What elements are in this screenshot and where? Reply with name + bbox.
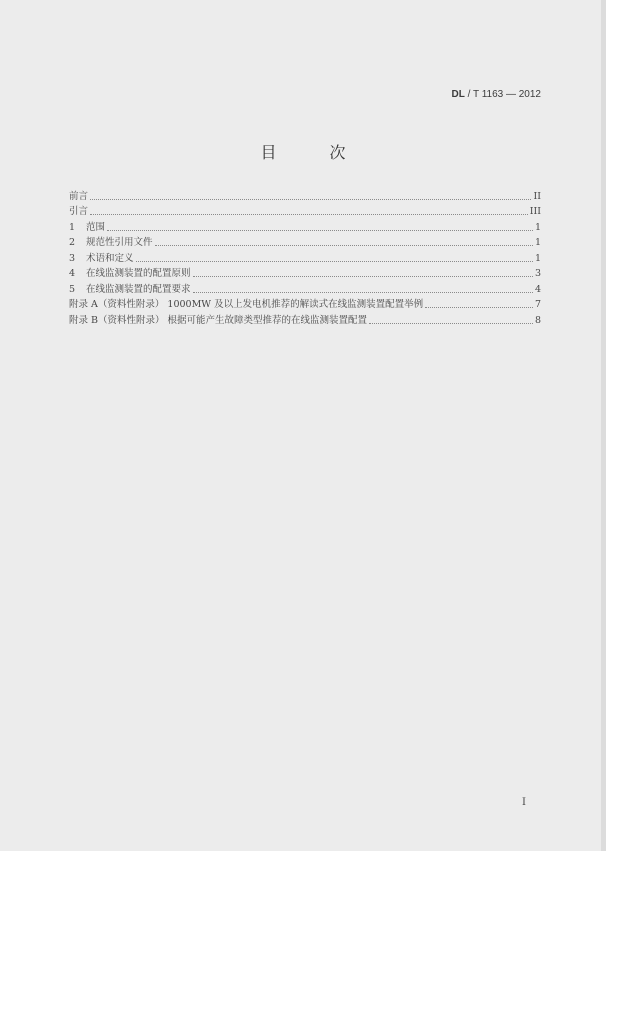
- toc-entry-normative-references[interactable]: [69, 234, 541, 250]
- toc-leader-dots: [425, 307, 533, 308]
- toc-leader-dots: [369, 323, 533, 324]
- toc-entry-terms-definitions[interactable]: [69, 249, 541, 265]
- toc-entry-page: 8: [534, 314, 541, 326]
- toc-entry-page: III: [529, 206, 541, 217]
- toc-entry-label: 范围: [86, 221, 106, 233]
- toc-entry-number: 4: [69, 268, 76, 279]
- page-edge: [601, 0, 606, 851]
- table-of-contents: [69, 187, 541, 327]
- toc-entry-appendix-b[interactable]: [69, 311, 541, 327]
- toc-entry-page: II: [533, 190, 541, 202]
- toc-entry-label: 附录 B（资料性附录） 根据可能产生故障类型推荐的在线监测装置配置: [69, 314, 368, 326]
- toc-entry-page: 3: [534, 268, 541, 279]
- toc-entry-label: 规范性引用文件: [86, 237, 153, 248]
- toc-entry-label: 术语和定义: [86, 252, 134, 264]
- toc-entry-configuration-requirements[interactable]: [69, 280, 541, 296]
- toc-leader-dots: [193, 292, 533, 293]
- toc-entry-page: 1: [534, 237, 541, 248]
- toc-entry-page: 1: [534, 221, 541, 233]
- toc-entry-scope[interactable]: [69, 218, 541, 234]
- toc-entry-foreword[interactable]: [69, 187, 541, 203]
- toc-leader-dots: [193, 276, 533, 277]
- toc-entry-number: 5: [69, 283, 76, 295]
- toc-entry-appendix-a[interactable]: [69, 296, 541, 312]
- toc-leader-dots: [90, 214, 528, 215]
- toc-entry-label: 在线监测装置的配置原则: [86, 268, 191, 279]
- toc-entry-configuration-principles[interactable]: [69, 265, 541, 281]
- toc-entry-label: 前言: [69, 190, 89, 202]
- toc-entry-label: 附录 A（资料性附录） 1000MW 及以上发电机推荐的解读式在线监测装置配置举例: [69, 299, 424, 310]
- toc-entry-introduction[interactable]: [69, 203, 541, 219]
- toc-entry-page: 4: [534, 283, 541, 295]
- toc-entry-number: 1: [69, 221, 76, 233]
- toc-leader-dots: [136, 261, 533, 262]
- page-title: 目 次: [260, 143, 370, 162]
- toc-entry-label: 在线监测装置的配置要求: [86, 283, 191, 295]
- toc-entry-page: 7: [534, 299, 541, 310]
- document-code-number: / T 1163 — 2012: [464, 89, 541, 100]
- toc-leader-dots: [90, 199, 531, 200]
- toc-leader-dots: [155, 245, 533, 246]
- document-code-prefix: DL: [451, 89, 465, 100]
- toc-leader-dots: [107, 230, 533, 231]
- toc-entry-label: 引言: [69, 206, 89, 217]
- document-code: [451, 89, 541, 100]
- toc-entry-number: 2: [69, 237, 76, 248]
- page-number: I: [522, 797, 526, 808]
- toc-entry-page: 1: [534, 252, 541, 264]
- toc-entry-number: 3: [69, 252, 76, 264]
